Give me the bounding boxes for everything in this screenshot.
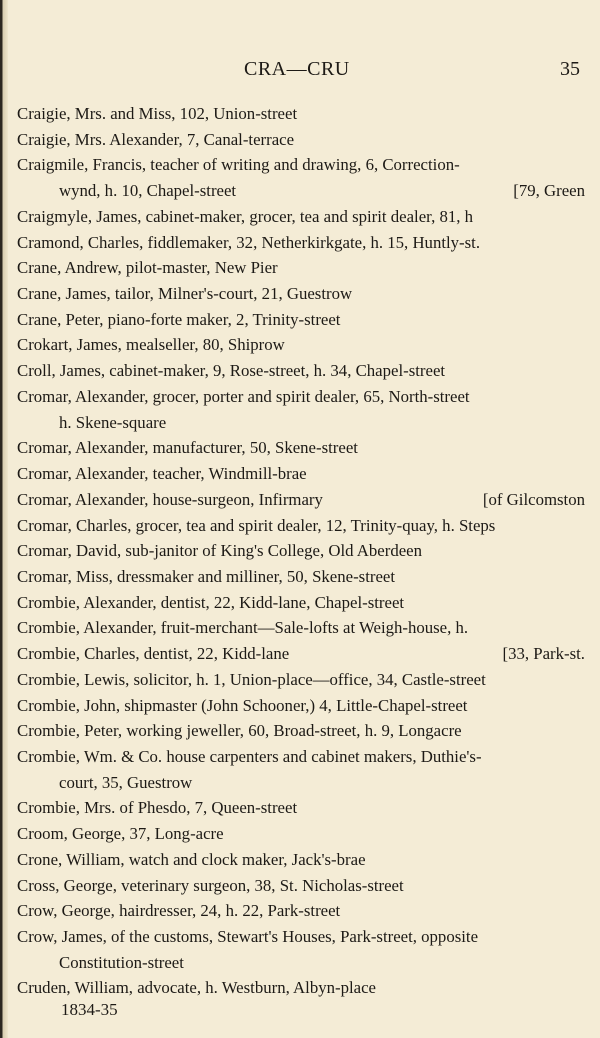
entry-text: h. Skene-square [59, 412, 167, 432]
entry-text: Cruden, William, advocate, h. Westburn, Albyn-place [17, 978, 376, 998]
entry-text: Crombie, Alexander, dentist, 22, Kidd-lane, Chapel-street [17, 592, 405, 612]
directory-entry [17, 615, 585, 641]
directory-entry [17, 693, 585, 719]
directory-entry [17, 127, 585, 153]
entry-text: Crane, Andrew, pilot-master, New Pier [17, 258, 278, 278]
entry-text: Craigmyle, James, cabinet-maker, grocer, tea and spirit dealer, 81, h [17, 206, 474, 226]
directory-entry [17, 101, 585, 127]
entry-text: wynd, h. 10, Chapel-street [59, 181, 237, 201]
entry-continuation [17, 950, 585, 976]
directory-entry [17, 358, 585, 384]
carryover-text: [79, Green [513, 181, 585, 201]
entry-text: Crane, James, tailor, Milner's-court, 21, Guestrow [17, 284, 353, 304]
directory-entry [17, 255, 585, 281]
entry-text: Cromar, Alexander, manufacturer, 50, Skene-street [17, 438, 358, 458]
entry-text: Cross, George, veterinary surgeon, 38, St. Nicholas-street [17, 875, 404, 895]
entry-text: Constitution-street [59, 952, 184, 972]
entry-text: Crow, James, of the customs, Stewart's Houses, Park-street, opposite [17, 927, 479, 946]
page-title: CRA—CRU [244, 58, 350, 80]
directory-entry [17, 873, 585, 899]
entry-text: Crombie, Wm. & Co. house carpenters and cabinet makers, Duthie's- [17, 746, 482, 766]
directory-entry [17, 513, 585, 539]
entry-text: Cromar, Miss, dressmaker and milliner, 50, Skene-street [17, 566, 396, 586]
entry-text: Cromar, Alexander, house-surgeon, Infirmary [17, 489, 323, 509]
directory-entry [17, 281, 585, 307]
directory-entry [17, 898, 585, 924]
directory-entry [17, 718, 585, 744]
entry-text: Cromar, Charles, grocer, tea and spirit dealer, 12, Trinity-quay, h. Steps [17, 515, 496, 535]
entry-text: Cromar, Alexander, teacher, Windmill-brae [17, 464, 307, 484]
entry-text: Crombie, Peter, working jeweller, 60, Broad-street, h. 9, Longacre [17, 721, 462, 741]
directory-entry [17, 821, 585, 847]
directory-entry [17, 667, 585, 693]
footer-year: 1834-35 [61, 1000, 118, 1019]
directory-entry [17, 204, 585, 230]
directory-entries [17, 101, 585, 1001]
entry-text: Crombie, John, shipmaster (John Schooner,) 4, Little-Chapel-street [17, 695, 468, 715]
entry-text: Craigie, Mrs. Alexander, 7, Canal-terrace [17, 129, 295, 149]
entry-text: Crone, William, watch and clock maker, Jack's-brae [17, 849, 366, 869]
entry-text: Crombie, Alexander, fruit-merchant—Sale-lofts at Weigh-house, h. [17, 618, 469, 638]
entry-text: Craigie, Mrs. and Miss, 102, Union-street [17, 104, 298, 123]
directory-entry [17, 384, 585, 410]
entry-continuation [17, 410, 585, 436]
directory-entry [17, 564, 585, 590]
entry-text: Crane, Peter, piano-forte maker, 2, Trinity-street [17, 309, 341, 329]
directory-entry [17, 461, 585, 487]
entry-text: Crombie, Charles, dentist, 22, Kidd-lane [17, 644, 290, 664]
entry-text: Cromar, David, sub-janitor of King's College, Old Aberdeen [17, 541, 423, 561]
entry-text: Crow, George, hairdresser, 24, h. 22, Park-street [17, 901, 341, 921]
directory-entry [17, 435, 585, 461]
carryover-text: [of Gilcomston [482, 489, 585, 509]
entry-text: Crombie, Lewis, solicitor, h. 1, Union-place—office, 34, Castle-street [17, 669, 486, 689]
entry-text: Croom, George, 37, Long-acre [17, 824, 224, 844]
entry-text: Croll, James, cabinet-maker, 9, Rose-street, h. 34, Chapel-street [17, 361, 446, 381]
entry-continuation [17, 770, 585, 796]
directory-entry [17, 924, 585, 950]
page-number: 35 [560, 58, 580, 80]
entry-text: Cramond, Charles, fiddlemaker, 32, Netherkirkgate, h. 15, Huntly-st. [17, 232, 481, 252]
directory-entry [17, 152, 585, 178]
directory-entry [17, 641, 585, 667]
directory-entry [17, 332, 585, 358]
carryover-text: [33, Park-st. [502, 644, 585, 664]
entry-text: Crokart, James, mealseller, 80, Shiprow [17, 335, 285, 355]
running-head [0, 58, 600, 84]
directory-entry [17, 975, 585, 1001]
directory-entry [17, 590, 585, 616]
directory-entry [17, 795, 585, 821]
entry-text: Crombie, Mrs. of Phesdo, 7, Queen-street [17, 798, 298, 818]
book-spine-edge [0, 0, 8, 1038]
entry-text: Craigmile, Francis, teacher of writing and drawing, 6, Correction- [17, 155, 460, 175]
directory-entry [17, 230, 585, 256]
directory-entry [17, 744, 585, 770]
entry-text: court, 35, Guestrow [59, 772, 193, 792]
directory-entry [17, 538, 585, 564]
directory-entry [17, 307, 585, 333]
directory-entry [17, 487, 585, 513]
entry-text: Cromar, Alexander, grocer, porter and spirit dealer, 65, North-street [17, 386, 470, 406]
directory-entry [17, 847, 585, 873]
entry-continuation [17, 178, 585, 204]
